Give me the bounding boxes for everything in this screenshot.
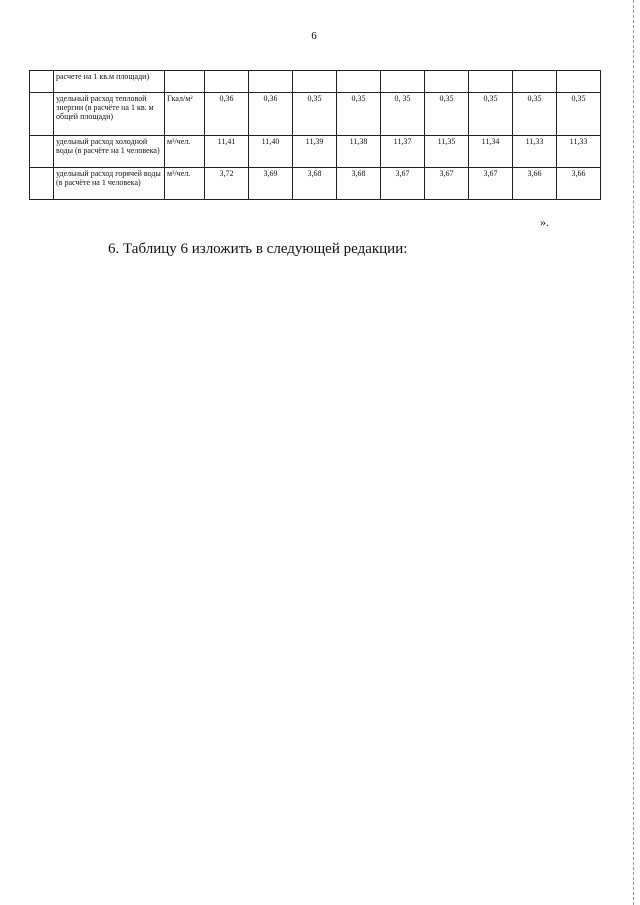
unit-cell [165,71,205,93]
value-cell: 11,39 [293,136,337,168]
value-cell: 11,41 [205,136,249,168]
value-cell: 11,40 [249,136,293,168]
table-row [30,71,601,93]
value-cell: 11,34 [469,136,513,168]
value-cell: 3,67 [381,168,425,200]
indicator-name-cell: расчете на 1 кв.м площади) [54,71,165,93]
row-number-cell [30,136,54,168]
row-number-cell [30,71,54,93]
indicator-name-cell: удельный расход тепловой энергии (в расчёте на 1 кв. м общей площади) [54,93,165,136]
indicator-name-cell: удельный расход холодной воды (в расчёте на 1 человека) [54,136,165,168]
value-cell: 0,35 [513,93,557,136]
value-cell [337,71,381,93]
unit-cell: м³/чел. [165,168,205,200]
value-cell [513,71,557,93]
value-cell [205,71,249,93]
value-cell: 0,35 [337,93,381,136]
value-cell: 3,67 [425,168,469,200]
value-cell: 3,72 [205,168,249,200]
value-cell [557,71,601,93]
closing-quote: ». [540,215,549,229]
row-number-cell [30,168,54,200]
table-row [30,168,601,200]
value-cell: 11,35 [425,136,469,168]
value-cell: 11,33 [557,136,601,168]
value-cell: 3,67 [469,168,513,200]
value-cell: 0,35 [557,93,601,136]
section-heading: 6. Таблицу 6 изложить в следующей редакции: [108,241,408,257]
value-cell: 11,37 [381,136,425,168]
page-edge-line [632,0,634,905]
table-row [30,93,601,136]
unit-cell: Гкал/м² [165,93,205,136]
value-cell: 0,35 [293,93,337,136]
value-cell [381,71,425,93]
value-cell [469,71,513,93]
value-cell: 3,66 [557,168,601,200]
page-number: 6 [311,30,317,42]
value-cell: 3,66 [513,168,557,200]
value-cell: 11,38 [337,136,381,168]
value-cell: 0,35 [425,93,469,136]
value-cell: 0,35 [469,93,513,136]
row-number-cell [30,93,54,136]
value-cell: 11,33 [513,136,557,168]
value-cell: 3,69 [249,168,293,200]
value-cell [249,71,293,93]
indicator-name-cell: удельный расход горячей воды (в расчёте на 1 человека) [54,168,165,200]
value-cell: 0, 35 [381,93,425,136]
indicators-table [29,70,601,200]
value-cell: 3,68 [337,168,381,200]
value-cell [425,71,469,93]
value-cell: 3,68 [293,168,337,200]
value-cell: 0,36 [249,93,293,136]
value-cell: 0,36 [205,93,249,136]
value-cell [293,71,337,93]
unit-cell: м³/чел. [165,136,205,168]
table-row [30,136,601,168]
